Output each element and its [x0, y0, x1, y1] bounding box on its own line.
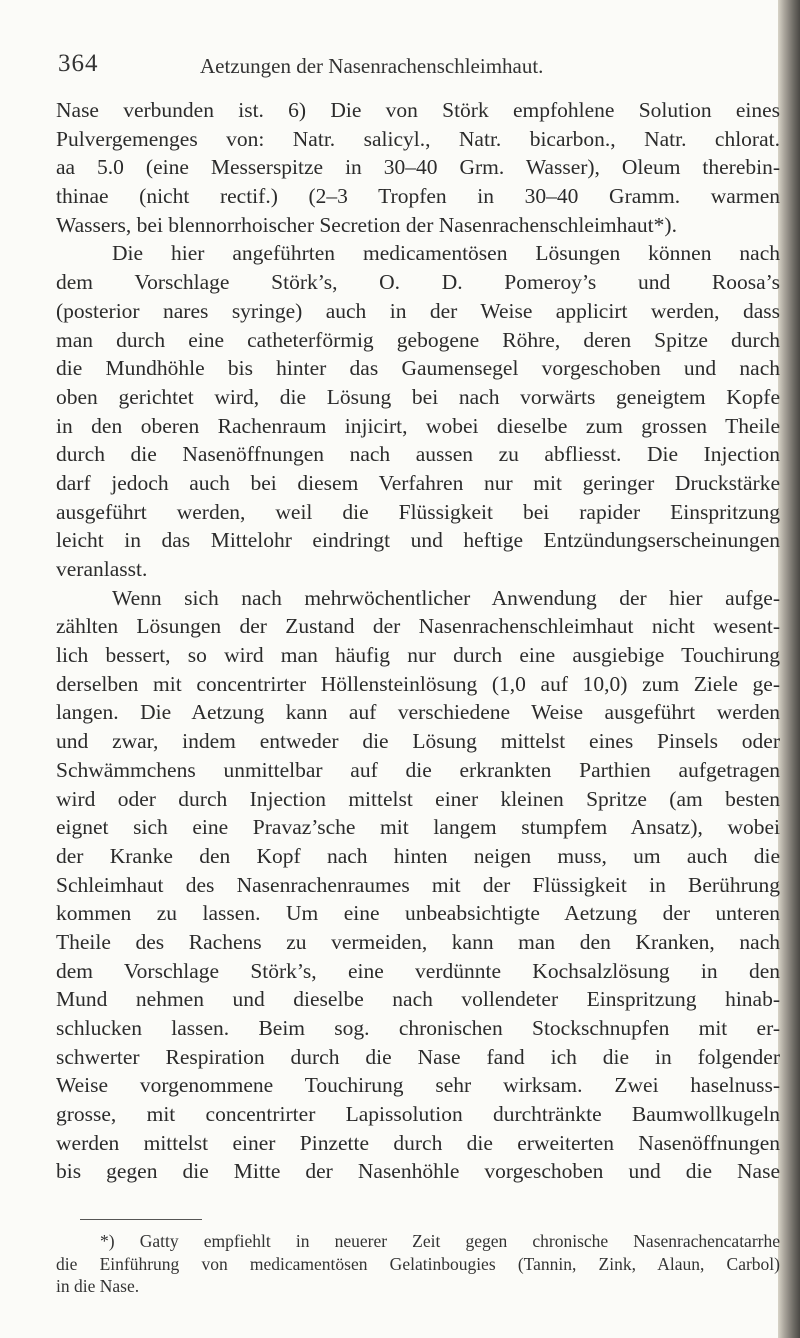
text-line: darf jedoch auch bei diesem Verfahren nur mit geringer Druckstärke: [56, 470, 780, 495]
text-line: eignet sich eine Pravaz’sche mit langem stumpfem Ansatz), wobei: [56, 815, 780, 840]
text-line: Pulvergemenges von: Natr. salicyl., Natr. bicarbon., Natr. chlorat.: [56, 126, 780, 151]
text-line: aa 5.0 (eine Messerspitze in 30–40 Grm. Wasser), Oleum therebin-: [56, 155, 780, 180]
text-line: thinae (nicht rectif.) (2–3 Tropfen in 30–40 Gramm. warmen: [56, 184, 780, 209]
text-line: leicht in das Mittelohr eindringt und heftige Entzündungserscheinungen: [56, 528, 780, 553]
text-line: zählten Lösungen der Zustand der Nasenrachenschleimhaut nicht wesent-: [56, 614, 780, 639]
page-number: 364: [58, 50, 99, 77]
text-line: schlucken lassen. Beim sog. chronischen Stockschnupfen mit er-: [56, 1016, 780, 1040]
footnotes: [56, 1230, 780, 1298]
body-text: [56, 96, 780, 1186]
text-line: und zwar, indem entweder die Lösung mittelst eines Pinsels oder: [56, 729, 780, 754]
text-line: Weise vorgenommene Touchirung sehr wirksam. Zwei haselnuss-: [56, 1073, 780, 1098]
footnote-line: die Einführung von medicamentösen Gelatinbougies (Tannin, Zink, Alaun, Carbol): [56, 1253, 780, 1274]
text-line: (posterior nares syringe) auch in der Weise applicirt werden, dass: [56, 298, 780, 323]
footnote-line: *) Gatty empfiehlt in neuerer Zeit gegen chronische Nasenrachencatarrhe: [100, 1231, 780, 1251]
text-line: ausgeführt werden, weil die Flüssigkeit bei rapider Einspritzung: [56, 499, 780, 524]
text-line: oben gerichtet wird, die Lösung bei nach vorwärts geneigtem Kopfe: [56, 384, 780, 409]
page-header: [58, 50, 778, 86]
running-title: Aetzungen der Nasenrachenschleimhaut.: [200, 54, 544, 78]
text-line: dem Vorschlage Störk’s, eine verdünnte Kochsalzlösung in den: [56, 958, 780, 983]
text-line: Die hier angeführten medicamentösen Lösungen können nach: [112, 241, 780, 266]
text-line: der Kranke den Kopf nach hinten neigen muss, um auch die: [56, 843, 780, 868]
text-line: Schleimhaut des Nasenrachenraumes mit der Flüssigkeit in Berührung: [56, 872, 780, 897]
text-line: durch die Nasenöffnungen nach aussen zu abfliesst. Die Injection: [56, 442, 780, 467]
text-line: wird oder durch Injection mittelst einer kleinen Spritze (am besten: [56, 786, 780, 811]
text-line: bis gegen die Mitte der Nasenhöhle vorgeschoben und die Nase: [56, 1159, 780, 1184]
text-line: derselben mit concentrirter Höllensteinlösung (1,0 auf 10,0) zum Ziele ge-: [56, 671, 780, 696]
text-line: kommen zu lassen. Um eine unbeabsichtigte Aetzung der unteren: [56, 901, 780, 926]
text-line: Nase verbunden ist. 6) Die von Störk empfohlene Solution eines: [56, 98, 780, 122]
text-line: langen. Die Aetzung kann auf verschiedene Weise ausgeführt werden: [56, 700, 780, 725]
footnote-line: in die Nase.: [56, 1276, 140, 1296]
text-line: dem Vorschlage Störk’s, O. D. Pomeroy’s und Roosa’s: [56, 270, 780, 295]
text-line: Schwämmchens unmittelbar auf die erkrankten Parthien aufgetragen: [56, 757, 780, 782]
text-line: lich bessert, so wird man häufig nur durch eine ausgiebige Touchirung: [56, 643, 780, 668]
text-line: veranlasst.: [56, 557, 148, 581]
text-line: Mund nehmen und dieselbe nach vollendeter Einspritzung hinab-: [56, 987, 780, 1012]
text-line: in den oberen Rachenraum injicirt, wobei dieselbe zum grossen Theile: [56, 413, 780, 438]
text-line: Wenn sich nach mehrwöchentlicher Anwendung der hier aufge-: [112, 585, 780, 610]
text-line: werden mittelst einer Pinzette durch die erweiterten Nasenöffnungen: [56, 1130, 780, 1155]
footnote-divider: [80, 1219, 202, 1220]
text-line: grosse, mit concentrirter Lapissolution durchtränkte Baumwollkugeln: [56, 1102, 780, 1127]
text-line: die Mundhöhle bis hinter das Gaumensegel vorgeschoben und nach: [56, 356, 780, 381]
text-line: man durch eine catheterförmig gebogene Röhre, deren Spitze durch: [56, 327, 780, 352]
text-line: Wassers, bei blennorrhoischer Secretion der Nasenrachenschleimhaut*).: [56, 212, 677, 237]
page-edge-shadow: [778, 0, 800, 1338]
text-line: Theile des Rachens zu vermeiden, kann man den Kranken, nach: [56, 929, 780, 954]
text-line: schwerter Respiration durch die Nase fand ich die in folgender: [56, 1044, 780, 1069]
